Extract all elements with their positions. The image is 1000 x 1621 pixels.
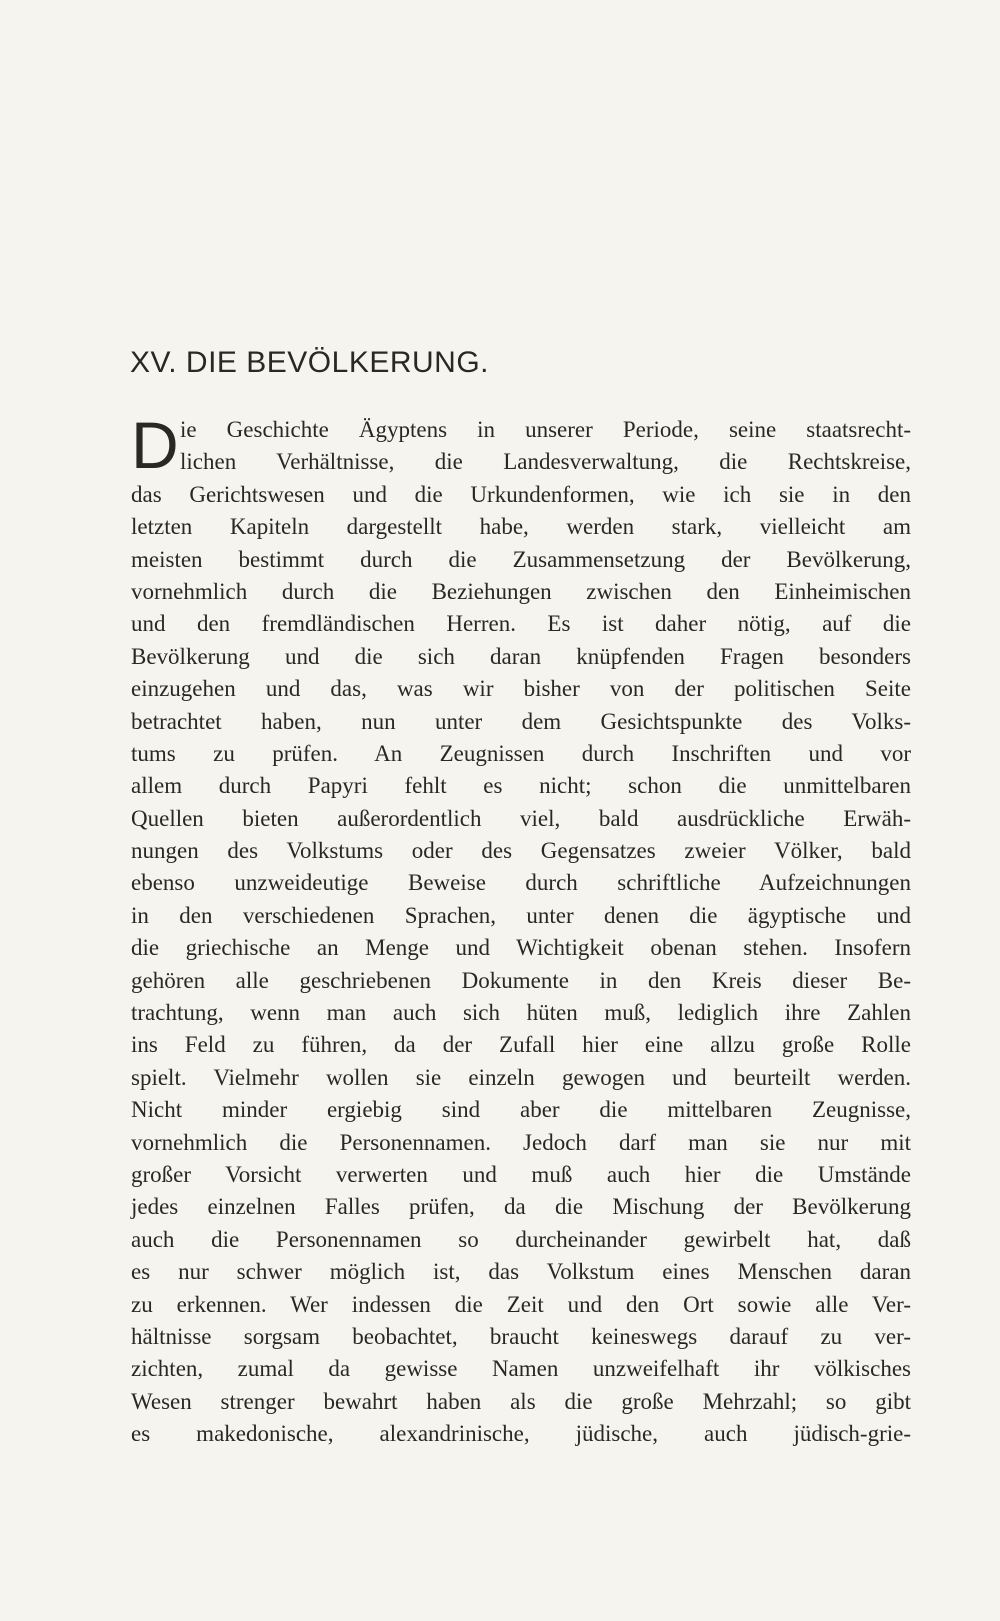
text-line: Bevölkerung und die sich daran knüpfenden Fragen besonders (131, 643, 911, 669)
chapter-heading: XV. DIE BEVÖLKERUNG. (130, 346, 490, 379)
drop-cap-initial: D (131, 408, 179, 482)
text-line: das Gerichtswesen und die Urkundenformen, wie ich sie in den (131, 481, 911, 507)
text-line: einzugehen und das, was wir bisher von der politischen Seite (131, 676, 911, 702)
text-line: spielt. Vielmehr wollen sie einzeln gewogen und beurteilt werden. (131, 1064, 911, 1090)
chapter-body-text (131, 408, 911, 1451)
text-line: vornehmlich durch die Beziehungen zwischen den Einheimischen (131, 578, 911, 604)
text-line: gehören alle geschriebenen Dokumente in den Kreis dieser Be- (131, 967, 911, 993)
text-line: zu erkennen. Wer indessen die Zeit und den Ort sowie alle Ver- (131, 1291, 911, 1317)
text-line: und den fremdländischen Herren. Es ist daher nötig, auf die (131, 611, 911, 637)
text-line: in den verschiedenen Sprachen, unter denen die ägyptische und (131, 902, 911, 928)
text-line: lichen Verhältnisse, die Landesverwaltung, die Rechtskreise, (180, 449, 911, 475)
text-line: die griechische an Menge und Wichtigkeit obenan stehen. Insofern (131, 935, 911, 961)
text-line: ins Feld zu führen, da der Zufall hier eine allzu große Rolle (131, 1032, 911, 1058)
text-line: jedes einzelnen Falles prüfen, da die Mischung der Bevölkerung (131, 1194, 911, 1220)
text-line: letzten Kapiteln dargestellt habe, werden stark, vielleicht am (131, 514, 911, 540)
text-line: hältnisse sorgsam beobachtet, braucht keineswegs darauf zu ver- (131, 1323, 911, 1349)
text-line: Quellen bieten außerordentlich viel, bald ausdrückliche Erwäh- (131, 805, 911, 831)
text-line: auch die Personennamen so durcheinander gewirbelt hat, daß (131, 1226, 911, 1252)
text-line: allem durch Papyri fehlt es nicht; schon die unmittelbaren (131, 773, 911, 799)
text-line: trachtung, wenn man auch sich hüten muß, lediglich ihre Zahlen (131, 1000, 911, 1026)
text-line: es nur schwer möglich ist, das Volkstum eines Menschen daran (131, 1259, 911, 1285)
text-line: betrachtet haben, nun unter dem Gesichtspunkte des Volks- (131, 708, 911, 734)
text-line: ebenso unzweideutige Beweise durch schriftliche Aufzeichnungen (131, 870, 911, 896)
text-line: Nicht minder ergiebig sind aber die mittelbaren Zeugnisse, (131, 1097, 911, 1123)
text-line: zichten, zumal da gewisse Namen unzweifelhaft ihr völkisches (131, 1356, 911, 1382)
text-line: es makedonische, alexandrinische, jüdische, auch jüdisch-grie- (131, 1421, 911, 1447)
text-line: tums zu prüfen. An Zeugnissen durch Inschriften und vor (131, 740, 911, 766)
text-line: ie Geschichte Ägyptens in unserer Periode, seine staatsrecht- (180, 417, 911, 442)
text-line: meisten bestimmt durch die Zusammensetzung der Bevölkerung, (131, 546, 911, 572)
text-line: Wesen strenger bewahrt haben als die große Mehrzahl; so gibt (131, 1388, 911, 1414)
text-line: vornehmlich die Personennamen. Jedoch darf man sie nur mit (131, 1129, 911, 1155)
text-line: großer Vorsicht verwerten und muß auch hier die Umstände (131, 1161, 911, 1187)
text-line: nungen des Volkstums oder des Gegensatzes zweier Völker, bald (131, 838, 911, 864)
